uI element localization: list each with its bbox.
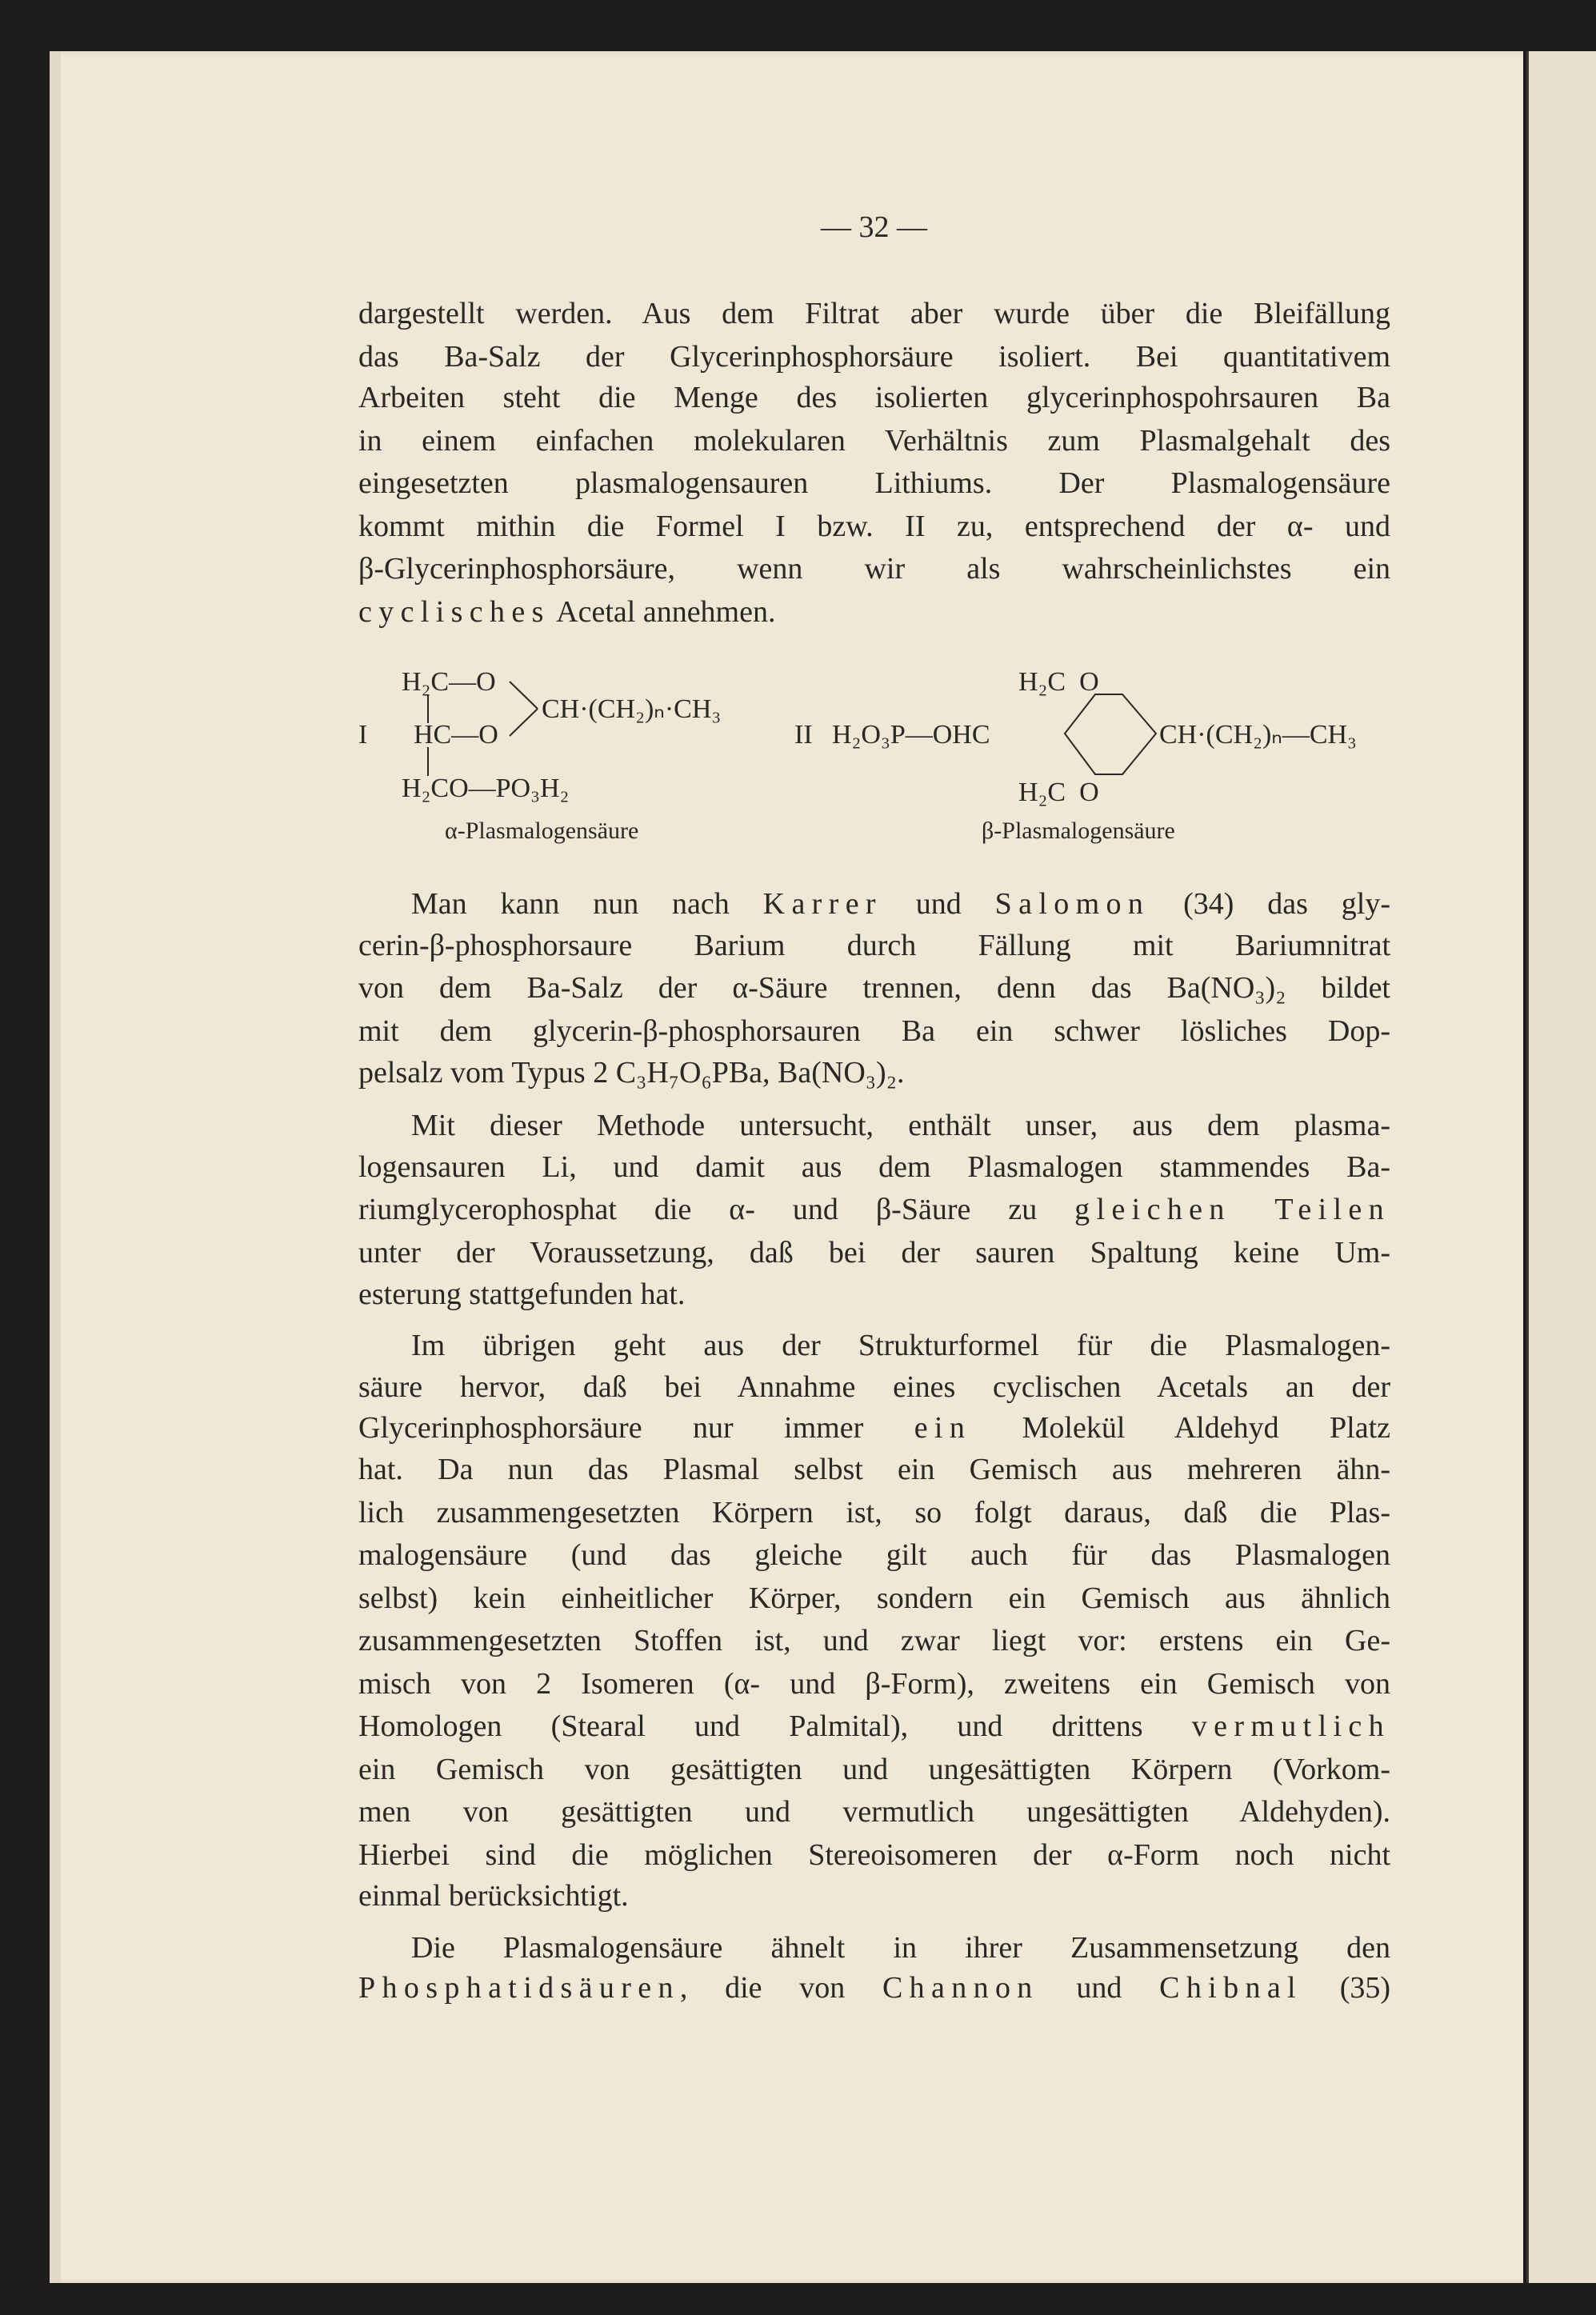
- text-run: misch von 2 Isomeren (α- und β-Form), zweitens ein Gemisch von: [358, 1667, 1390, 1701]
- alpha-formula: [358, 667, 721, 844]
- spaced-emphasis: Channon: [882, 1971, 1039, 2005]
- beta-roman: II: [794, 720, 813, 750]
- text-run: Homologen (Stearal und Palmital), und drittens: [358, 1709, 1192, 1743]
- page-number: — 32 —: [821, 210, 927, 244]
- text-run: Man kann nun nach: [411, 887, 763, 921]
- text-run: kommt mithin die Formel I bzw. II zu, entsprechend der α- und: [358, 510, 1390, 543]
- text-run: das Ba-Salz der Glycerinphosphorsäure isoliert. Bei quantitativem: [358, 340, 1390, 374]
- beta-label: β-Plasmalogensäure: [982, 818, 1175, 844]
- alpha-chain: CH·(CH₂)ₙ·CH₃: [542, 694, 722, 724]
- beta-top: H₂C O: [1018, 667, 1099, 697]
- text-run: Arbeiten steht die Menge des isolierten glycerinphospohrsauren Ba: [358, 381, 1390, 414]
- text-run: β-Glycerinphosphorsäure, wenn wir als wahrscheinlichstes ein: [358, 552, 1390, 586]
- text-run: (35): [1302, 1971, 1390, 2005]
- spaced-emphasis: Phosphatidsäuren: [358, 1971, 680, 2005]
- text-run: Im übrigen geht aus der Strukturformel für die Plasmalogen-: [411, 1329, 1390, 1362]
- text-run: Glycerinphosphorsäure nur immer: [358, 1411, 914, 1445]
- text-run: dargestellt werden. Aus dem Filtrat aber wurde über die Bleifällung: [358, 297, 1390, 330]
- text-run: Hierbei sind die möglichen Stereoisomeren der α-Form noch nicht: [358, 1838, 1390, 1872]
- spaced-emphasis: vermutlich: [1191, 1709, 1390, 1743]
- text-run: einmal berücksichtigt.: [358, 1879, 629, 1913]
- text-run: und: [1038, 1971, 1160, 2005]
- text-run: unter der Voraussetzung, daß bei der sauren Spaltung keine Um-: [358, 1236, 1390, 1269]
- text-run: Molekül Aldehyd Platz: [971, 1411, 1390, 1445]
- text-run: zusammengesetzten Stoffen ist, und zwar liegt vor: erstens ein Ge-: [358, 1624, 1390, 1657]
- alpha-label: α-Plasmalogensäure: [445, 818, 639, 844]
- bond-line: [510, 682, 538, 709]
- beta-chain: CH·(CH₂)ₙ—CH₃: [1159, 720, 1357, 750]
- text-run: esterung stattgefunden hat.: [358, 1277, 686, 1311]
- text-run: men von gesättigten und vermutlich ungesättigten Aldehyden).: [358, 1795, 1390, 1829]
- spaced-emphasis: Salomon: [994, 887, 1150, 921]
- spaced-emphasis: gleichen Teilen: [1074, 1193, 1390, 1226]
- text-run: cerin-β-phosphorsaure Barium durch Fällung mit Bariumnitrat: [358, 929, 1390, 962]
- text-run: Mit dieser Methode untersucht, enthält unser, aus dem plasma-: [411, 1109, 1390, 1142]
- ring-bonds: [1065, 694, 1156, 774]
- bond-line: [510, 709, 538, 736]
- beta-bottom: H₂C O: [1018, 778, 1099, 807]
- text-run: malogensäure (und das gleiche gilt auch für das Plasmalogen: [358, 1538, 1390, 1572]
- alpha-row3: H₂CO—PO₃H₂: [402, 774, 570, 803]
- text-run: selbst) kein einheitlicher Körper, sondern ein Gemisch aus ähnlich: [358, 1581, 1390, 1615]
- text-run: eingesetzten plasmalogensauren Lithiums. Der Plasmalogensäure: [358, 466, 1390, 500]
- text-run: lich zusammengesetzten Körpern ist, so folgt daraus, daß die Plas-: [358, 1496, 1390, 1529]
- alpha-roman: I: [358, 720, 368, 750]
- text-run: mit dem glycerin-β-phosphorsauren Ba ein schwer lösliches Dop-: [358, 1014, 1390, 1048]
- alpha-row2: HC—O: [414, 720, 498, 750]
- text-run: und: [882, 887, 995, 921]
- text-run: logensauren Li, und damit aus dem Plasmalogen stammendes Ba-: [358, 1150, 1390, 1184]
- text-run: von dem Ba-Salz der α-Säure trennen, denn das Ba(NO₃)₂ bildet: [358, 971, 1390, 1005]
- text-run: (34) das gly-: [1150, 887, 1390, 921]
- text-run: Die Plasmalogensäure ähnelt in ihrer Zusammensetzung den: [411, 1931, 1390, 1965]
- text-run: , die von: [679, 1971, 882, 2005]
- text-run: ein Gemisch von gesättigten und ungesättigten Körpern (Vorkom-: [358, 1753, 1390, 1786]
- beta-formula: [794, 667, 1357, 844]
- spaced-emphasis: cyclisches: [358, 595, 550, 629]
- text-run: säure hervor, daß bei Annahme eines cyclischen Acetals an der: [358, 1370, 1390, 1404]
- spaced-emphasis: Karrer: [762, 887, 882, 921]
- spaced-emphasis: ein: [914, 1411, 972, 1445]
- text-run: riumglycerophosphat die α- und β-Säure zu: [358, 1193, 1075, 1226]
- text-run: in einem einfachen molekularen Verhältnis zum Plasmalgehalt des: [358, 424, 1390, 458]
- spaced-emphasis: Chibnal: [1159, 1971, 1302, 2005]
- text-run: pelsalz vom Typus 2 C₃H₇O₆PBa, Ba(NO₃)₂.: [358, 1056, 905, 1090]
- text-run: Acetal annehmen.: [550, 595, 776, 629]
- alpha-row1: H₂C—O: [402, 667, 496, 697]
- beta-left: H₂O₃P—OHC: [832, 720, 990, 750]
- text-run: hat. Da nun das Plasmal selbst ein Gemisch aus mehreren ähn-: [358, 1453, 1390, 1486]
